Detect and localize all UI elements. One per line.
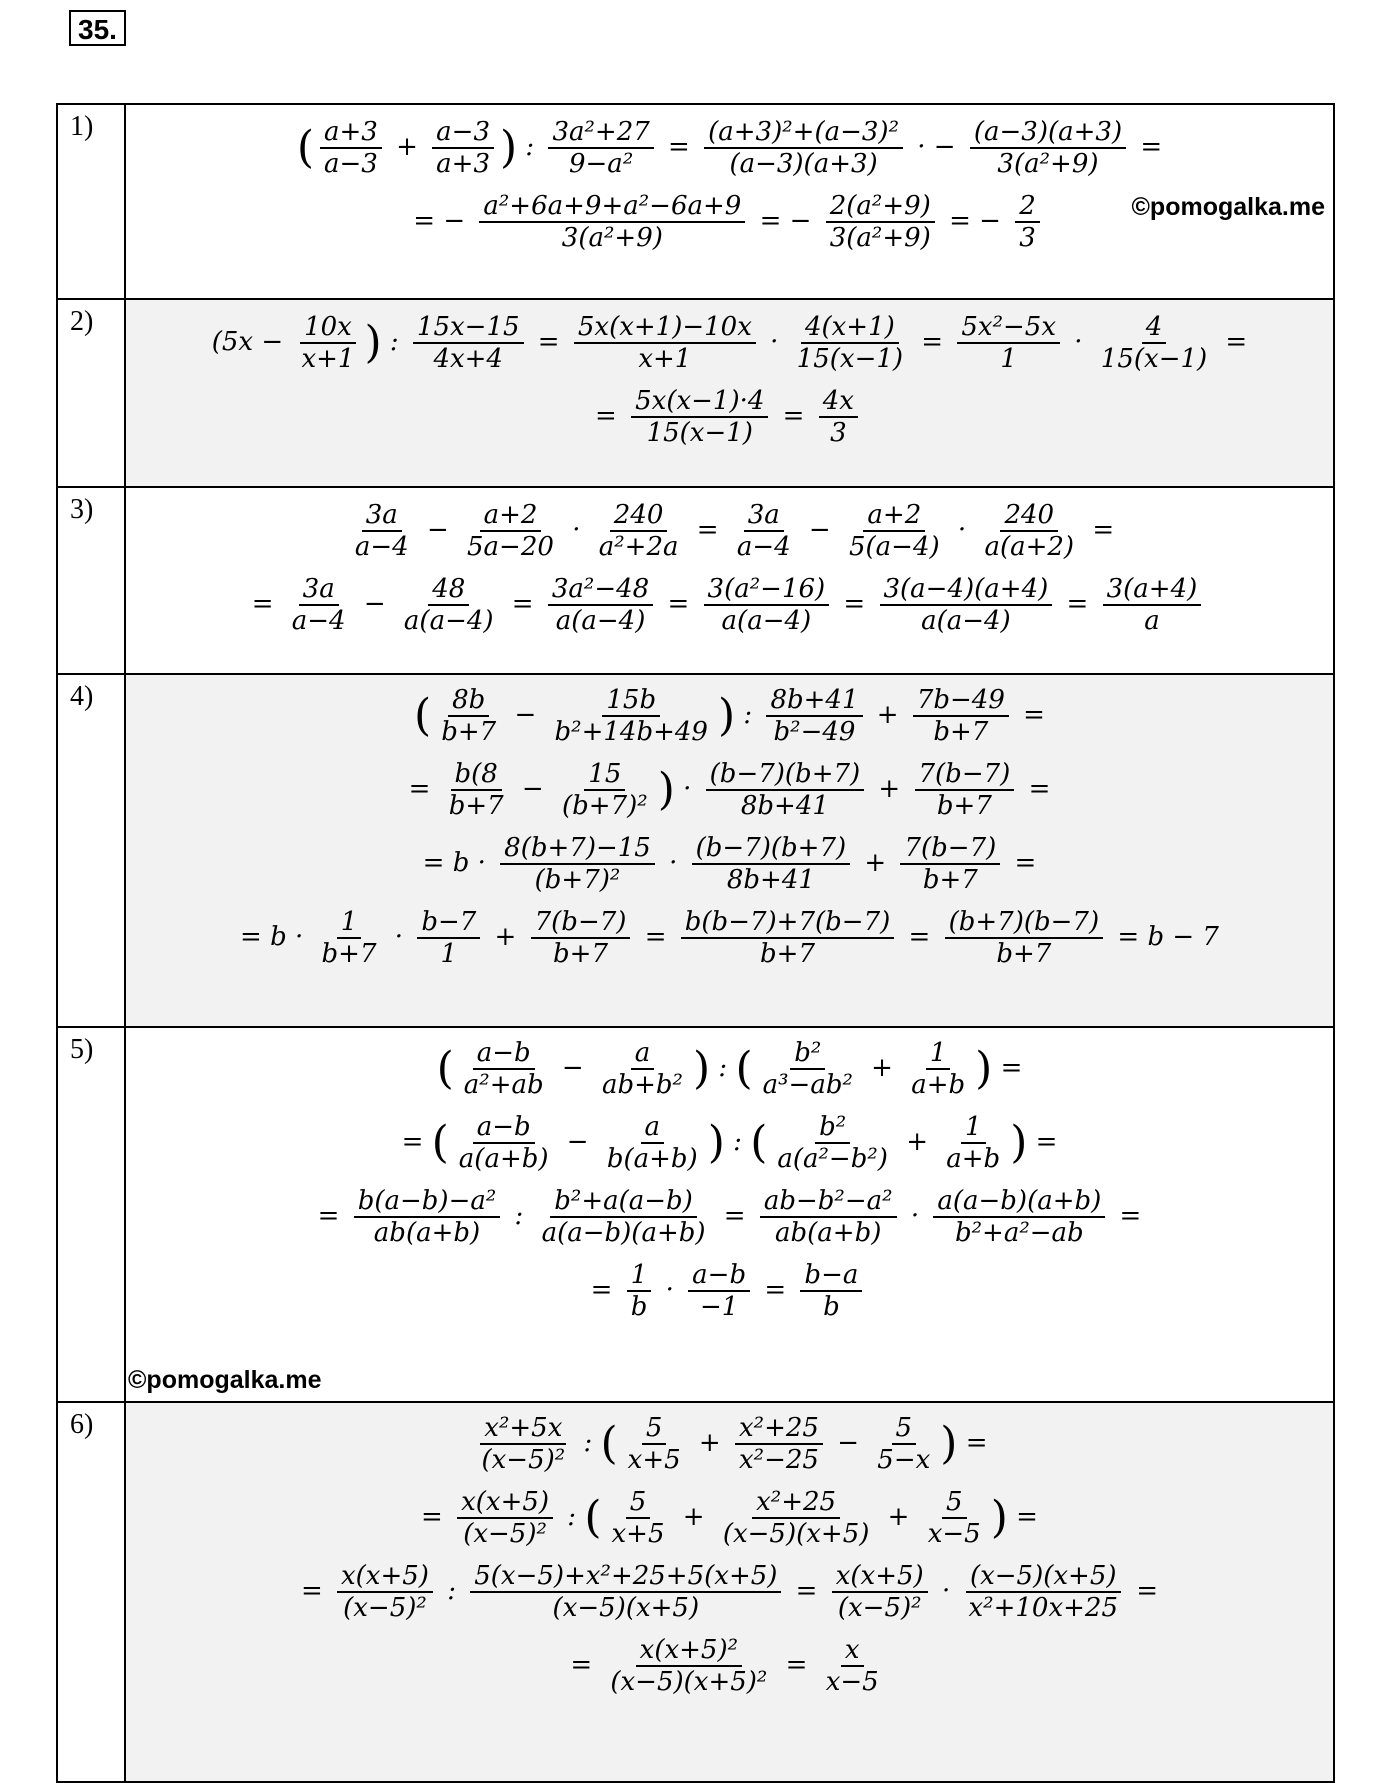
row-number: 1) — [57, 104, 125, 299]
equation-line: (5x − $\frac{10x}{x+1}$ ) : $\frac{15x-15}{4x+4}$ = $\frac{5x(x+1)-10x}{x+1}$ · $\frac{4(x+1)}{15(x-1)}$ = $\frac{\text{5x²−5x}}{1}$ · $\frac{4}{15(x-1)}$ = — [211, 312, 1248, 374]
solutions-table — [56, 103, 1335, 1783]
equation-line: = b · $\frac{8(b+7)-15}{\text{(b+7)²}}$ · $\frac{(b-7)(b+7)}{8b+41}$ + $\frac{7(b-7)}{b+7}$ = — [422, 833, 1037, 895]
equation-line: ( $\frac{a-b}{\text{a²+ab}}$ − $\frac{a}{\text{ab+b²}}$ ) : ( $\frac{\text{b²}}{\text{a³−ab²}}$ + $\frac{1}{a+b}$ ) = — [436, 1038, 1023, 1100]
equation-line: = − $\frac{\text{a²+6a+9+a²−6a+9}}{\text{3(a²+9)}}$ = − $\frac{\text{2(a²+9)}}{\text{3(a²+9)}}$ = − $\frac{2}{3}$ — [126, 185, 1333, 259]
equation-line: ( $\frac{a+3}{a-3}$ + $\frac{a-3}{a+3}$ ) : $\frac{\text{3a²+27}}{\text{9−a²}}$ = $\frac{\text{(a+3)²+(a−3)²}}{(a-3)(a+3)}$ · − $\frac{(a-3)(a+3)}{\text{3(a²+9)}}$ = — [296, 117, 1163, 179]
equation-line: = ( $\frac{a-b}{a(a+b)}$ − $\frac{a}{b(a+b)}$ ) : ( $\frac{\text{b²}}{\text{a(a²−b²)}}$ + $\frac{1}{a+b}$ ) = — [401, 1112, 1058, 1174]
row-number: 4) — [57, 674, 125, 1027]
row-number: 3) — [57, 487, 125, 674]
equation-line: $\frac{\text{x²+5x}}{\text{(x−5)²}}$ : ( $\frac{5}{x+5}$ + $\frac{\text{x²+25}}{\text{x²−25}}$ − $\frac{5}{5-x}$ ) = — [481, 1413, 988, 1475]
row-solution — [125, 299, 1334, 487]
row-solution — [125, 104, 1334, 299]
equation-line: = $\frac{\text{b(a−b)−a²}}{ab(a+b)}$ : $\frac{\text{b²+a(a−b)}}{a(a-b)(a+b)}$ = $\frac{\text{ab−b²−a²}}{ab(a+b)}$ · $\frac{a(a-b)(a+b)}{\text{b²+a²−ab}}$ = — [317, 1186, 1142, 1248]
equation-line: = $\frac{3a}{a-4}$ − $\frac{48}{a(a-4)}$ = $\frac{\text{3a²−48}}{a(a-4)}$ = $\frac{\text{3(a²−16)}}{a(a-4)}$ = $\frac{3(a-4)(a+4)}{a(a-4)}$ = $\frac{3(a+4)}{a}$ — [126, 568, 1333, 642]
problem-number: 35. — [69, 10, 126, 46]
equation-line: = b · $\frac{1}{b+7}$ · $\frac{b-7}{1}$ + $\frac{7(b-7)}{b+7}$ = $\frac{b(b-7)+7(b-7)}{b+7}$ = $\frac{(b+7)(b-7)}{b+7}$ = b − 7 — [240, 907, 1219, 969]
watermark: ©pomogalka.me — [128, 1366, 322, 1394]
row-number: 5) — [57, 1027, 125, 1402]
equation-line: $\frac{3a}{a-4}$ − $\frac{a+2}{5a-20}$ · $\frac{240}{\text{a²+2a}}$ = $\frac{3a}{a-4}$ − $\frac{a+2}{5(a-4)}$ · $\frac{240}{a(a+2)}$ = — [354, 500, 1115, 562]
equation-line: = $\frac{\text{x(x+5)²}}{\text{(x−5)(x+5)²}}$ = $\frac{x}{x-5}$ — [570, 1635, 879, 1697]
row-solution — [125, 674, 1334, 1027]
row-solution — [125, 1027, 1334, 1402]
equation-line: ( $\frac{8b}{b+7}$ − $\frac{15b}{\text{b²+14b+49}}$ ) : $\frac{8b+41}{\text{b²−49}}$ + $\frac{7b-49}{b+7}$ = — [414, 685, 1045, 747]
equation-line: = $\frac{1}{b}$ · $\frac{a-b}{-1}$ = $\frac{b-a}{b}$ — [126, 1254, 1333, 1328]
row-solution — [125, 1402, 1334, 1782]
equation-line: = $\frac{5x(x-1)\cdot 4}{15(x-1)}$ = $\frac{4x}{3}$ — [126, 380, 1333, 454]
watermark: ©pomogalka.me — [1131, 193, 1325, 221]
row-number: 6) — [57, 1402, 125, 1782]
row-solution — [125, 487, 1334, 674]
equation-line: = $\frac{b(8}{b+7}$ − $\frac{15}{\text{(b+7)²}}$ ) · $\frac{(b-7)(b+7)}{8b+41}$ + $\frac{7(b-7)}{b+7}$ = — [408, 759, 1051, 821]
equation-line: = $\frac{x(x+5)}{\text{(x−5)²}}$ : ( $\frac{5}{x+5}$ + $\frac{\text{x²+25}}{(x-5)(x+5)}$ + $\frac{5}{x-5}$ ) = — [421, 1487, 1038, 1549]
equation-line: = $\frac{x(x+5)}{\text{(x−5)²}}$ : $\frac{\text{5(x−5)+x²+25+5(x+5)}}{(x-5)(x+5)}$ = $\frac{x(x+5)}{\text{(x−5)²}}$ · $\frac{(x-5)(x+5)}{\text{x²+10x+25}}$ = — [300, 1561, 1159, 1623]
row-number: 2) — [57, 299, 125, 487]
